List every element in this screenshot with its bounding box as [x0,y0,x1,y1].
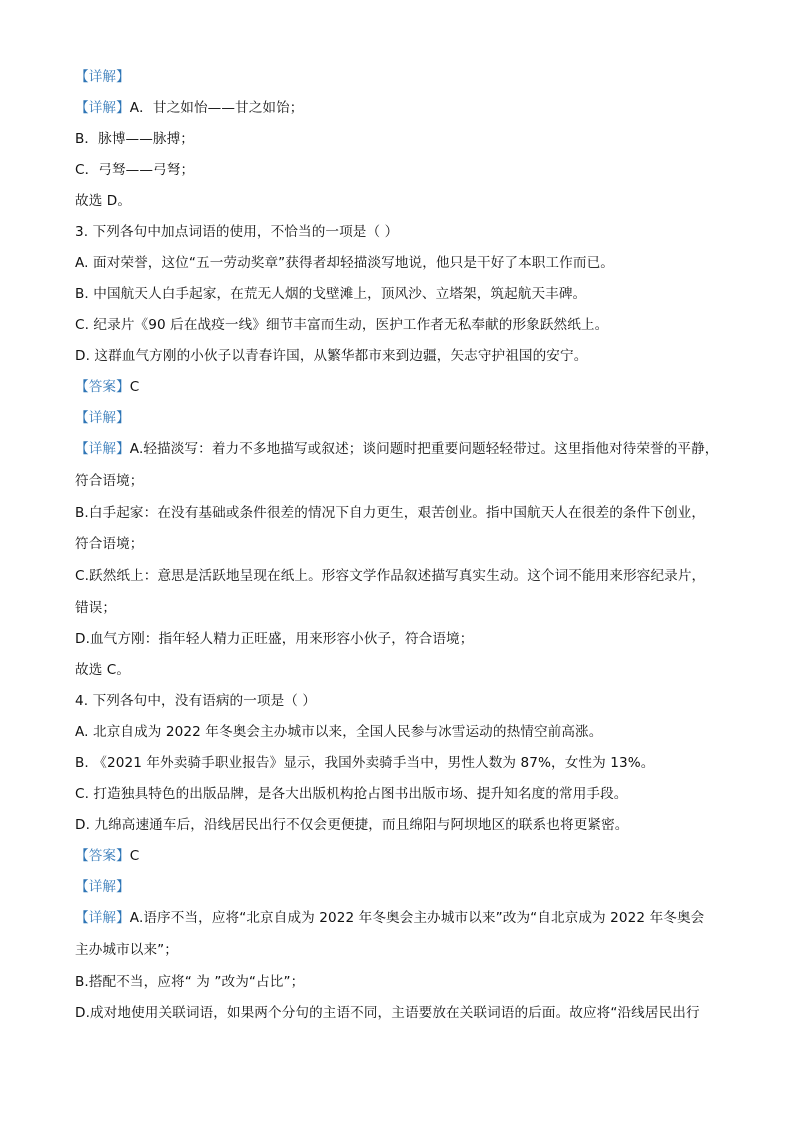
doc-line [75,409,725,427]
line-text: 故选 C。 [75,662,131,678]
line-text: 错误； [75,600,117,616]
doc-line [75,285,725,303]
line-text: D.血气方刚：指年轻人精力正旺盛，用来形容小伙子，符合语境； [75,631,474,647]
section-tag: 【详解】 [75,910,130,926]
line-text: C. 纪录片《90 后在战疫一线》细节丰富而生动，医护工作者无私奉献的形象跃然纸上。 [75,317,609,333]
doc-line [75,472,725,490]
doc-line [75,878,725,896]
doc-line [75,192,725,210]
line-text: A. 北京自成为 2022 年冬奥会主办城市以来，全国人民参与冰雪运动的热情空前高涨。 [75,724,603,740]
doc-line [75,630,725,648]
line-text: D. 这群血气方刚的小伙子以青春许国，从繁华都市来到边疆，矢志守护祖国的安宁。 [75,348,588,364]
line-text: B.搭配不当，应将“ 为 ”改为“占比”； [75,974,305,990]
line-text: C [129,848,140,864]
line-text: C [129,379,140,395]
line-text: 故选 D。 [75,193,132,209]
section-tag: 【详解】 [75,69,130,85]
doc-line [75,130,725,148]
doc-line [75,785,725,803]
line-text: B. 《2021 年外卖骑手职业报告》显示，我国外卖骑手当中，男性人数为 87%，女性为 13%。 [75,755,655,771]
line-text: D.成对地使用关联词语，如果两个分句的主语不同，主语要放在关联词语的后面。故应将“沿线居民出行 [75,1005,700,1021]
line-text: 主办城市以来”； [75,942,178,958]
doc-line [75,816,725,834]
doc-line [75,68,725,86]
doc-line [75,161,725,179]
doc-line [75,723,725,741]
section-tag: 【详解】 [75,410,130,426]
doc-line [75,99,725,117]
line-text: C．弓驽——弓弩； [75,162,195,178]
doc-line [75,754,725,772]
doc-line [75,254,725,272]
doc-line [75,504,725,522]
doc-line [75,567,725,585]
line-text: C. 打造独具特色的出版品牌，是各大出版机构抢占图书出版市场、提升知名度的常用手段。 [75,786,628,802]
line-text: 符合语境； [75,536,144,552]
line-text: 符合语境； [75,473,144,489]
line-text: B．脉博——脉搏； [75,131,194,147]
line-text: D. 九绵高速通车后，沿线居民出行不仅会更便捷，而且绵阳与阿坝地区的联系也将更紧密。 [75,817,629,833]
doc-line [75,378,725,396]
section-tag: 【详解】 [75,879,130,895]
line-text: A.轻描淡写：着力不多地描写或叙述；谈问题时把重要问题轻轻带过。这里指他对待荣誉的平静， [129,441,719,457]
section-tag: 【答案】 [75,379,130,395]
doc-line [75,347,725,365]
doc-line [75,535,725,553]
line-text: 3. 下列各句中加点词语的使用，不恰当的一项是（ ） [75,224,399,240]
doc-line [75,1004,725,1022]
section-tag: 【详解】 [75,100,130,116]
line-text: C.跃然纸上：意思是活跃地呈现在纸上。形容文学作品叙述描写真实生动。这个词不能用来形容纪录片， [75,568,706,584]
line-text: A．甘之如怡——甘之如饴； [129,100,304,116]
line-text: 4. 下列各句中，没有语病的一项是（ ） [75,693,317,709]
doc-line [75,223,725,241]
line-text: B.白手起家：在没有基础或条件很差的情况下自力更生，艰苦创业。指中国航天人在很差的条件下创业， [75,505,706,521]
doc-line [75,692,725,710]
doc-line [75,661,725,679]
doc-line [75,973,725,991]
section-tag: 【详解】 [75,441,130,457]
doc-line [75,941,725,959]
line-text: A.语序不当，应将“北京自成为 2022 年冬奥会主办城市以来”改为“自北京成为 2022 年冬奥会 [129,910,705,926]
doc-line [75,599,725,617]
section-tag: 【答案】 [75,848,130,864]
line-text: A. 面对荣誉，这位“五一劳动奖章”获得者却轻描淡写地说，他只是干好了本职工作而已。 [75,255,614,271]
doc-line [75,847,725,865]
doc-line [75,909,725,927]
line-text: B. 中国航天人白手起家，在荒无人烟的戈壁滩上，顶风沙、立塔架，筑起航天丰碑。 [75,286,587,302]
doc-line [75,316,725,334]
doc-line [75,440,725,458]
